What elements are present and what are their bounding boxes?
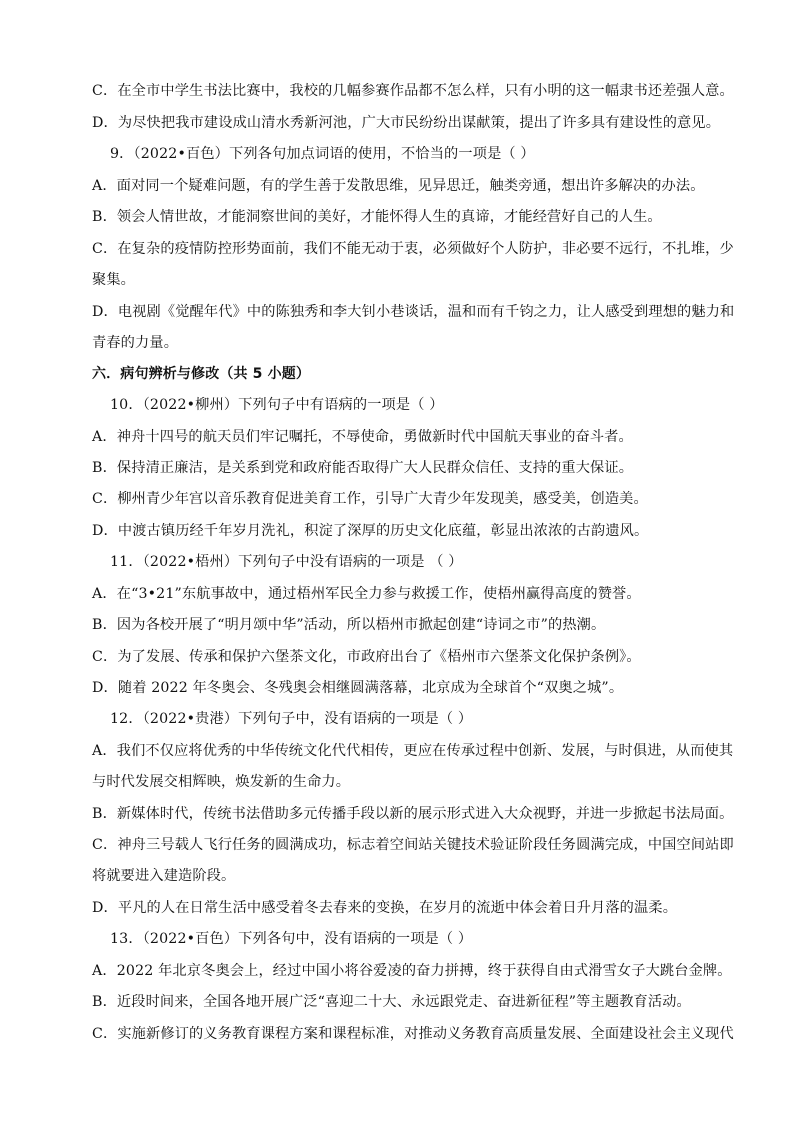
option-b-q9: B．领会人情世故，才能洞察世间的美好，才能怀得人生的真谛，才能经营好自己的人生。 <box>92 209 662 225</box>
option-a-q12-line1: A．我们不仅应将优秀的中华传统文化代代相传，更应在传承过程中创新、发展，与时俱进，从而使其 <box>92 743 734 759</box>
option-a-q12-line2: 与时代发展交相辉映，焕发新的生命力。 <box>92 774 351 790</box>
option-c-q13-line1: C．实施新修订的义务教育课程方案和课程标准，对推动义务教育高质量发展、全面建设社会主义现代 <box>92 1026 734 1042</box>
option-a-q9: A．面对同一个疑难问题，有的学生善于发散思维，见异思迁，触类旁通，想出许多解决的办法。 <box>92 178 705 194</box>
section-heading: 六．病句辨析与修改（共 5 小题） <box>92 366 311 382</box>
option-d-q12: D．平凡的人在日常生活中感受着冬去春来的变换，在岁月的流逝中体会着日升月落的温柔。 <box>92 900 678 916</box>
option-a-q10: A．神舟十四号的航天员们牢记嘱托，不辱使命，勇做新时代中国航天事业的奋斗者。 <box>92 429 633 445</box>
option-c-q12-line2: 将就要进入建造阶段。 <box>92 868 236 884</box>
option-b-q10: B．保持清正廉洁，是关系到党和政府能否取得广大人民群众信任、支持的重大保证。 <box>92 460 634 476</box>
option-c-q9-line2: 聚集。 <box>92 272 136 288</box>
question-10: 10．（2022•柳州）下列句子中有语病的一项是（ ） <box>110 397 444 413</box>
option-c-q11: C．为了发展、传承和保护六堡茶文化，市政府出台了《梧州市六堡茶文化保护条例》。 <box>92 649 641 665</box>
question-13: 13．（2022•百色）下列各句中，没有语病的一项是（ ） <box>110 931 473 947</box>
option-c-q8: C．在全市中学生书法比赛中，我校的几幅参赛作品都不怎么样，只有小明的这一幅隶书还差强人意。 <box>92 83 734 99</box>
question-9: 9．（2022•百色）下列各句加点词语的使用，不恰当的一项是（ ） <box>110 146 535 162</box>
option-d-q10: D．中渡古镇历经千年岁月洗礼，积淀了深厚的历史文化底蕴，彰显出浓浓的古韵遗风。 <box>92 523 649 539</box>
option-a-q11: A．在“3•21”东航事故中，通过梧州军民全力参与救援工作，使梧州赢得高度的赞誉。 <box>92 586 641 602</box>
option-b-q13: B．近段时间来，全国各地开展广泛“喜迎二十大、永远跟党走、奋进新征程”等主题教育活动。 <box>92 994 691 1010</box>
option-c-q12-line1: C．神舟三号载人飞行任务的圆满成功，标志着空间站关键技术验证阶段任务圆满完成，中国空间站即 <box>92 837 734 853</box>
option-b-q11: B．因为各校开展了“明月颂中华”活动，所以梧州市掀起创建“诗词之市”的热潮。 <box>92 617 606 633</box>
option-a-q13: A．2022 年北京冬奥会上，经过中国小将谷爱凌的奋力拼搏，终于获得自由式滑雪女子大跳台金牌。 <box>92 963 732 979</box>
question-12: 12．（2022•贵港）下列句子中，没有语病的一项是（ ） <box>110 711 473 727</box>
option-d-q11: D．随着 2022 年冬奥会、冬残奥会相继圆满落幕，北京成为全球首个“双奥之城”。 <box>92 680 624 696</box>
option-d-q8: D．为尽快把我市建设成山清水秀新河池，广大市民纷纷出谋献策，提出了许多具有建设性的意见。 <box>92 115 721 131</box>
option-b-q12: B．新媒体时代，传统书法借助多元传播手段以新的展示形式进入大众视野，并进一步掀起书法局面。 <box>92 806 734 822</box>
option-c-q10: C．柳州青少年宫以音乐教育促进美育工作，引导广大青少年发现美，感受美，创造美。 <box>92 491 648 507</box>
option-d-q9-line2: 青春的力量。 <box>92 335 179 351</box>
question-11: 11．（2022•梧州）下列句子中没有语病的一项是 （ ） <box>110 554 463 570</box>
option-c-q9-line1: C．在复杂的疫情防控形势面前，我们不能无动于衷，必须做好个人防护，非必要不远行，不扎堆，少 <box>92 241 734 257</box>
option-d-q9-line1: D．电视剧《觉醒年代》中的陈独秀和李大钊小巷谈话，温和而有千钧之力，让人感受到理想的魅力和 <box>92 304 735 320</box>
